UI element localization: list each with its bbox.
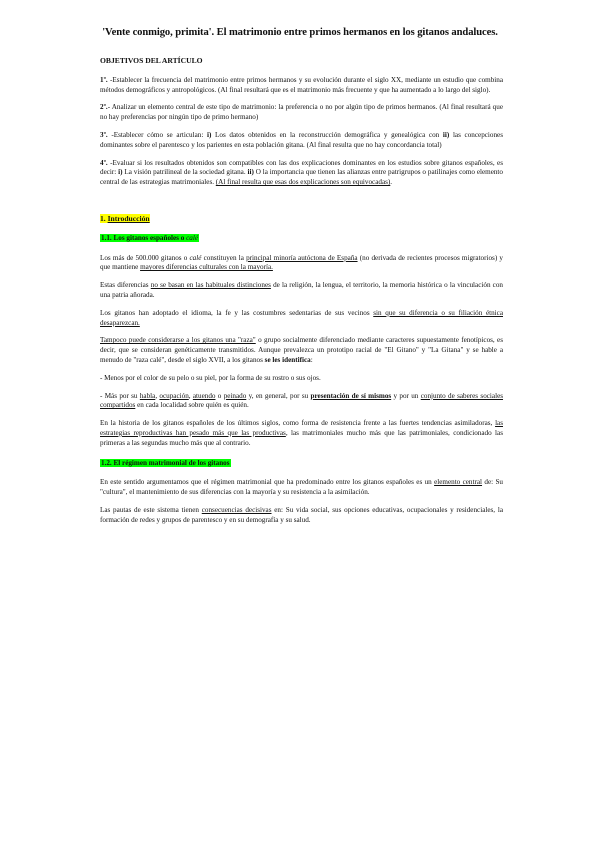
paragraph: - Más por su habla, ocupación, atuendo o peinado y, en general, por su presentación de sí mismos y por un conjunto de saberes sociales compartidos en cada localidad sobre quién es quién. bbox=[100, 391, 504, 410]
objective-4: 4º. -Evaluar si los resultados obtenidos son compatibles con las dos explicaciones dominantes en los estudios sobre gitanos españoles, es decir: i) La visión patrilineal de la sociedad gitana. ii) O la importancia que tienen las alianzas entre patrigrupos o patilinajes como elemento central de las estrategias matrimoniales. (Al final resulta que esas dos explicaciones son equivocadas). bbox=[100, 158, 503, 187]
paragraph: Las pautas de este sistema tienen consecuencias decisivas en: Su vida social, sus opciones educativas, ocupacionales y residenciales, la formación de redes y grupos de parentesco y en su demografía y su salud. bbox=[100, 505, 503, 524]
paragraph: En este sentido argumentamos que el régimen matrimonial que ha predominado entre los gitanos españoles es un elemento central de: Su "cultura", el mantenimiento de sus diferencias con la mayoría y su resistencia a la asimilación. bbox=[100, 478, 503, 497]
document-body bbox=[100, 56, 503, 526]
paragraph: Estas diferencias no se basan en las habituales distinciones de la religión, la lengua, el territorio, la memoria histórica o la vinculación con una patria añorada. bbox=[100, 281, 503, 299]
paragraph: Los más de 500.000 gitanos o calé constituyen la principal minoría autóctona de España (no derivada de recientes procesos migratorios) y que mantiene mayores diferencias culturales con la mayoría. bbox=[100, 253, 503, 272]
document-title: 'Vente conmigo, primita'. El matrimonio entre primos hermanos en los gitanos andaluces. bbox=[102, 27, 498, 38]
objective-1: 1º. -Establecer la frecuencia del matrimonio entre primos hermanos y su evolución durante el siglo XX, mediante un estudio que combina métodos demográficos y antropológicos. (Al final resultará que es el matrimonio más frecuente y que ha aumentado a lo largo del siglo). bbox=[100, 75, 503, 94]
section-1-2-heading: 1.2. El régimen matrimonial de los gitanos bbox=[101, 458, 230, 467]
objective-2: 2º.- Analizar un elemento central de este tipo de matrimonio: la preferencia o no por algún tipo de primos hermanos. (Al final resultará que no hay preferencias por ningún tipo de primo hermano) bbox=[100, 103, 503, 122]
section-1-heading: 1. Introducción bbox=[100, 213, 150, 223]
objectives-heading: OBJETIVOS DEL ARTÍCULO bbox=[100, 56, 203, 65]
section-1-1-heading: 1.1. Los gitanos españoles o calé bbox=[101, 233, 199, 242]
paragraph: En la historia de los gitanos españoles de los últimos siglos, como forma de resistencia frente a las fuertes tendencias asimiladoras, las estrategias reproductivas han pesado más que las productivas, las matrimoniales mucho más que las patrimoniales, condicionado las primeras a las segundas mucho más que al contrario. bbox=[100, 419, 503, 447]
paragraph: Tampoco puede considerarse a los gitanos una "raza" o grupo socialmente diferenciado mediante caracteres supuestamente fenotípicos, es decir, que se consideran genéticamente transmitidos. Aunque prevalezca un prototipo racial de "El Gitano" y "La Gitana" y se hable a menudo de "raza calé", desde el siglo XVII, a los gitanos se les identifica: bbox=[100, 336, 503, 364]
paragraph: Los gitanos han adoptado el idioma, la fe y las costumbres sedentarias de sus vecinos sin que su diferencia o su filiación étnica desaparezcan. bbox=[100, 308, 503, 327]
objective-3: 3º. -Establecer cómo se articulan: i) Los datos obtenidos en la reconstrucción demográfica y genealógica con ii) las concepciones dominantes sobre el parentesco y los parientes en esta población gitana. (Al final resulta que no hay concordancia total) bbox=[100, 130, 504, 149]
paragraph: - Menos por el color de su pelo o su piel, por la forma de su rostro o sus ojos. bbox=[100, 373, 321, 382]
